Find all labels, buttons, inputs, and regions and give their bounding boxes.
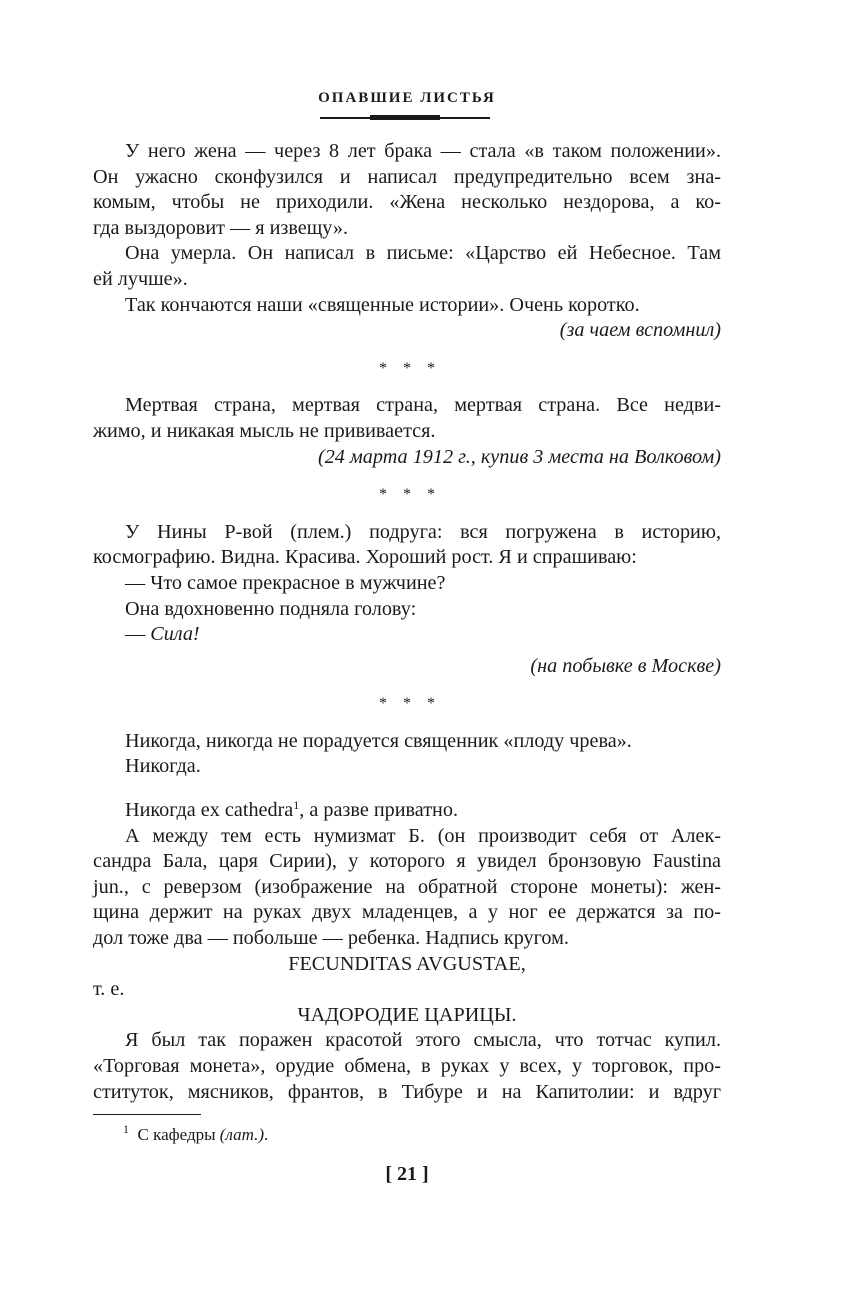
text-line: Никогда. [125, 755, 201, 778]
text-line: космографию. Видна. Красива. Хороший рост. Я и спрашиваю: [93, 546, 637, 569]
text-line: А между тем есть нумизмат Б. (он производит себя от Алек- [125, 824, 721, 847]
footnote-number: 1 [123, 1122, 129, 1136]
dialog-dash: — [125, 623, 151, 646]
text-line: Она умерла. Он написал в письме: «Царство ей Небесное. Там [125, 242, 721, 265]
entry-2 [93, 393, 721, 470]
ex-cathedra-text: Никогда ex cathedra [125, 799, 294, 822]
coin-inscription: FECUNDITAS AVGUSTAE, [288, 952, 526, 975]
body-text [93, 139, 721, 1105]
page-number: [ 21 ] [385, 1163, 429, 1185]
header-rule-accent [370, 115, 440, 120]
dateline: (24 марта 1912 г., купив 3 места на Волковом) [317, 445, 721, 468]
section-separator: * * * [379, 486, 441, 504]
footnote-lang: (лат.) [219, 1125, 264, 1144]
entry-4 [93, 729, 721, 1105]
dateline: (за чаем вспомнил) [559, 319, 721, 342]
text-line: У Нины Р-вой (плем.) подруга: вся погружена в историю, [125, 520, 721, 543]
footnote [123, 1124, 268, 1146]
text-line: Мертвая страна, мертвая страна, мертвая страна. Все недви- [125, 394, 721, 417]
text-line: Он ужасно сконфузился и написал предупредительно всем зна- [93, 165, 721, 188]
dateline: (на побывке в Москве) [530, 654, 721, 677]
text-line [93, 798, 721, 824]
text-line: Так кончаются наши «священные истории». Очень коротко. [125, 293, 640, 316]
dialog-line: — Что самое прекрасное в мужчине? [125, 571, 446, 594]
section-separator: * * * [379, 695, 441, 713]
entry-3 [93, 520, 721, 680]
text-line: жимо, и никакая мысль не прививается. [93, 419, 436, 442]
text-line: Она вдохновенно подняла голову: [125, 597, 417, 620]
text-line: Я был так поражен красотой этого смысла, что тотчас купил. [125, 1029, 721, 1052]
coin-inscription-translation: ЧАДОРОДИЕ ЦАРИЦЫ. [297, 1003, 517, 1026]
section-separator: * * * [379, 359, 441, 377]
ex-cathedra-rest: , а разве приватно. [299, 799, 459, 822]
dialog-line [93, 622, 721, 648]
text-line: Никогда, никогда не порадуется священник «плоду чрева». [125, 729, 632, 752]
text-line: ституток, мясников, франтов, в Тибуре и на Капитолии: и вдруг [93, 1080, 721, 1103]
text-line: дол тоже два — побольше — ребенка. Надпись кругом. [93, 927, 569, 950]
text-line: «Торговая монета», орудие обмена, в руках у всех, у торговок, про- [93, 1055, 721, 1077]
footnote-ref: 1 [293, 798, 300, 813]
entry-1 [93, 139, 721, 344]
text-line: гда выздоровит — я извещу». [93, 216, 349, 239]
text-line: ей лучше». [93, 267, 188, 290]
text-line: комым, чтобы не приходили. «Жена несколько нездорова, а ко- [93, 191, 721, 214]
footnote-end: . [263, 1125, 269, 1144]
dialog-answer: Сила! [150, 623, 200, 646]
text-line: т. е. [93, 978, 125, 1001]
text-line: щина держит на руках двух младенцев, а у ног ее держатся за по- [93, 901, 721, 924]
text-line: jun., с реверзом (изображение на обратной стороне монеты): жен- [93, 875, 721, 898]
running-title: ОПАВШИЕ ЛИСТЬЯ [318, 90, 496, 106]
footnote-rule [93, 1114, 201, 1115]
text-line: У него жена — через 8 лет брака — стала «в таком положении». [125, 140, 721, 162]
text-line: сандра Бала, царя Сирии), у которого я увидел бронзовую Faustina [93, 850, 721, 873]
footnote-text: С кафедры [137, 1125, 220, 1144]
